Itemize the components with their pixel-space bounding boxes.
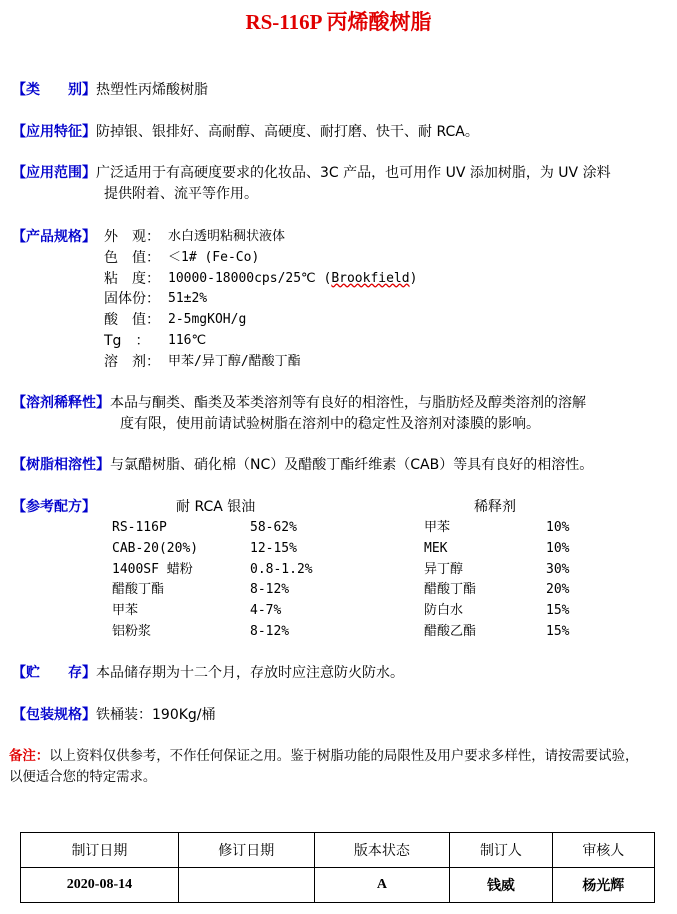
formula-left-name: CAB-20(20%) (112, 540, 199, 556)
spec-value (168, 248, 259, 268)
compat-row (12, 455, 593, 475)
formula-right-name: 醋酸丁酯 (424, 582, 477, 598)
value-cell: 杨光辉 (552, 868, 654, 903)
spec-key: 酸 值： (104, 312, 160, 329)
spec-value-text: 2-5mgKOH/g (168, 312, 247, 328)
category-value: 热塑性丙烯酸树脂 (96, 82, 208, 98)
spec-value (168, 310, 246, 330)
formula-right-pct: 15% (546, 603, 570, 619)
spec-value (168, 289, 207, 309)
formula-right-title: 稀释剂 (474, 499, 516, 515)
category-label: 【类 别】 (12, 82, 96, 98)
category-row (12, 80, 208, 100)
specs-label-text: 【产品规格】 (12, 229, 96, 245)
header-cell: 修订日期 (178, 833, 314, 868)
scope-row (12, 163, 611, 183)
value-cell: 钱威 (450, 868, 552, 903)
formula-left-name: 甲苯 (112, 603, 139, 619)
formula-left-pct: 8-12% (250, 624, 290, 639)
revision-header-row (21, 833, 655, 868)
dilution-row (12, 393, 586, 413)
features-value: 防掉银、银排好、高耐醇、高硬度、耐打磨、快干、耐 RCA。 (96, 124, 479, 140)
spec-key: 溶 剂： (104, 353, 160, 370)
spec-value-text: 116℃ (168, 333, 207, 348)
spec-value (168, 269, 417, 289)
value-cell: A (314, 868, 450, 903)
formula-right-pct: 10% (546, 520, 570, 535)
packing-row (12, 705, 216, 725)
formula-label: 【参考配方】 (12, 499, 96, 515)
note-line2: 以便适合您的特定需求。 (9, 770, 157, 785)
formula-right-pct: 10% (546, 540, 570, 556)
spec-value-tail: ) (409, 270, 418, 286)
spec-key: 外 观： (104, 229, 160, 245)
formula-left-name: 醋酸丁酯 (112, 582, 165, 598)
features-label: 【应用特征】 (12, 124, 96, 140)
formula-left-name: 铝粉浆 (112, 624, 152, 639)
scope-line2: 提供附着、流平等作用。 (104, 186, 258, 202)
spec-key: Tg ： (104, 333, 150, 349)
packing-label: 【包装规格】 (12, 707, 96, 723)
header-cell: 制订日期 (21, 833, 179, 868)
note-label: 备注： (9, 749, 50, 764)
note-row (9, 747, 638, 767)
compat-label: 【树脂相溶性】 (12, 457, 110, 473)
header-cell: 制订人 (450, 833, 552, 868)
formula-right-pct: 30% (546, 561, 570, 577)
scope-label: 【应用范围】 (12, 165, 96, 181)
specs-label (12, 227, 96, 247)
formula-left-pct: 8-12% (250, 582, 290, 598)
features-row (12, 122, 479, 142)
spec-value-extra: Brookfield (331, 270, 410, 286)
formula-left-pct: 0.8-1.2% (250, 561, 313, 577)
formula-left-pct: 12-15% (250, 540, 297, 556)
spec-value-text: 10000-18000cps/25℃ ( (168, 270, 332, 286)
formula-left-name: 1400SF 蜡粉 (112, 561, 193, 577)
formula-right-name: 防白水 (424, 603, 464, 619)
formula-left-pct: 58-62% (250, 520, 297, 535)
spec-value-text: 水白透明粘稠状液体 (168, 229, 286, 244)
spec-value-text: ＜1# (Fe-Co) (168, 249, 260, 265)
document-title: RS-116P 丙烯酸树脂 (245, 10, 432, 34)
formula-right-pct: 20% (546, 582, 570, 598)
storage-label: 【贮 存】 (12, 665, 96, 681)
storage-value: 本品储存期为十二个月，存放时应注意防火防水。 (96, 665, 404, 681)
storage-row (12, 663, 404, 683)
formula-left-name: RS-116P (112, 520, 167, 535)
formula-right-pct: 15% (546, 624, 570, 639)
header-cell: 版本状态 (314, 833, 450, 868)
dilution-line2: 度有限，使用前请试验树脂在溶剂中的稳定性及溶剂对漆膜的影响。 (120, 416, 540, 432)
spec-value (168, 227, 285, 247)
formula-right-name: 甲苯 (424, 520, 451, 535)
spec-key: 色 值： (104, 249, 160, 266)
revision-value-row (21, 868, 655, 903)
note-line1: 以上资料仅供参考，不作任何保证之用。鉴于树脂功能的局限性及用户要求多样性，请按需要试验， (49, 749, 639, 764)
header-cell: 审核人 (552, 833, 654, 868)
compat-value: 与氯醋树脂、硝化棉（NC）及醋酸丁酯纤维素（CAB）等具有良好的相溶性。 (110, 457, 594, 473)
formula-right-name: MEK (424, 540, 448, 556)
revision-table (20, 832, 655, 903)
spec-value (168, 331, 206, 351)
formula-right-name: 异丁醇 (424, 561, 464, 577)
spec-value-text: 甲苯/异丁醇/醋酸丁酯 (168, 353, 301, 369)
scope-line1: 广泛适用于有高硬度要求的化妆品、3C 产品，也可用作 UV 添加树脂，为 UV 涂料 (96, 165, 611, 181)
spec-key: 固体份： (104, 291, 160, 308)
spec-key: 粘 度： (104, 270, 160, 287)
formula-right-name: 醋酸乙酯 (424, 624, 477, 639)
value-cell: 2020-08-14 (21, 868, 179, 903)
dilution-line1: 本品与酮类、酯类及苯类溶剂等有良好的相溶性，与脂肪烃及醇类溶剂的溶解 (110, 395, 586, 411)
packing-value: 铁桶装：190Kg/桶 (96, 707, 216, 723)
formula-left-pct: 4-7% (250, 603, 282, 619)
formula-left-title: 耐 RCA 银油 (176, 499, 256, 515)
spec-value (168, 352, 301, 372)
value-cell (178, 868, 314, 903)
dilution-label: 【溶剂稀释性】 (12, 395, 110, 411)
formula-label-row (12, 497, 96, 517)
spec-value-text: 51±2% (168, 291, 208, 307)
